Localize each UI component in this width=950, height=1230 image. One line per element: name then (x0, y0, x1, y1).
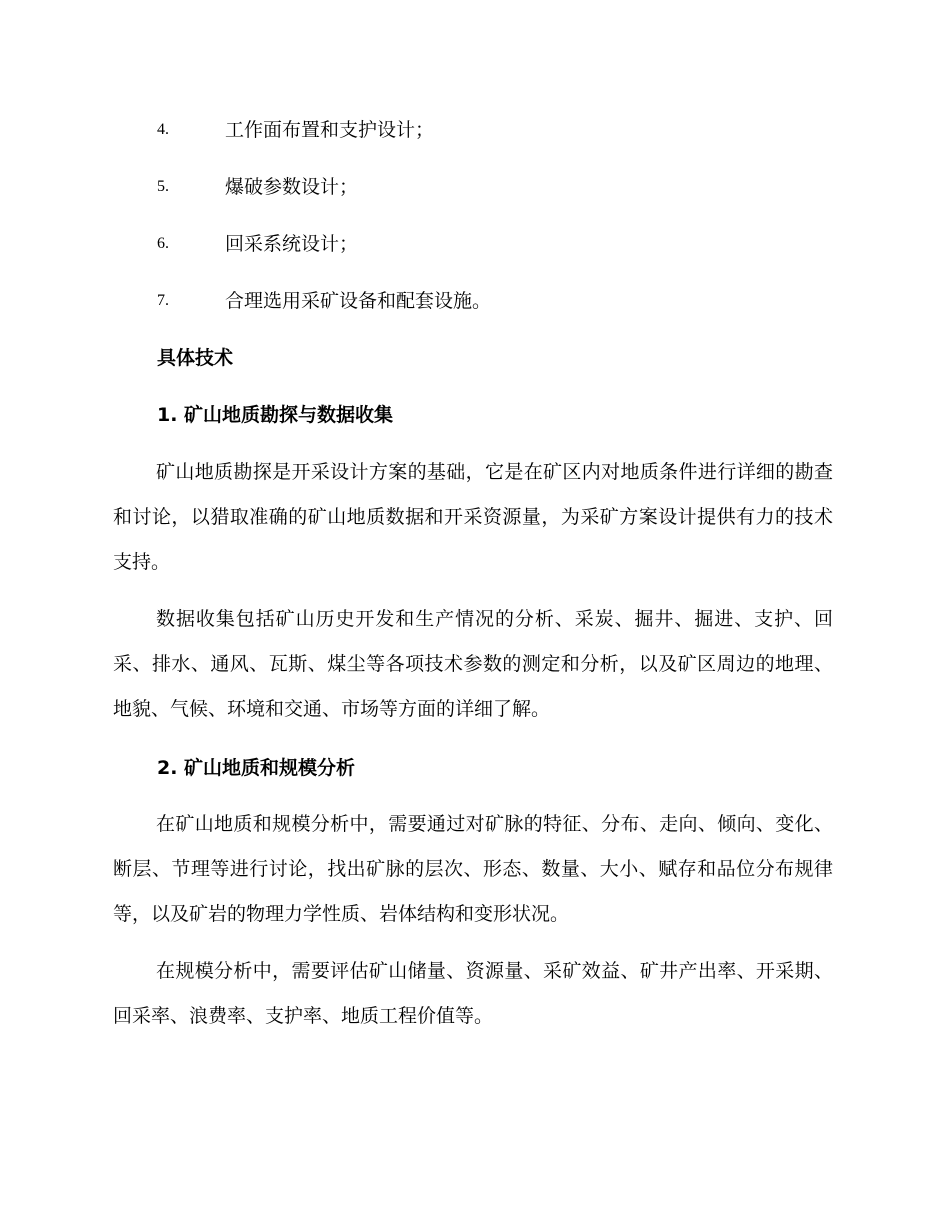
list-item-text: 合理选用采矿设备和配套设施。 (225, 290, 492, 312)
list-item-number: 4. (157, 121, 169, 138)
list-item-text: 回采系统设计； (225, 233, 359, 255)
section-title: 具体技术 (157, 347, 234, 369)
subsection-title-2: 2. 矿山地质和规模分析 (157, 757, 356, 779)
paragraph: 矿山地质勘探是开采设计方案的基础，它是在矿区内对地质条件进行详细的勘查和讨论，以猎取准确的矿山地质数据和开采资源量，为采矿方案设计提供有力的技术支持。 (113, 461, 833, 573)
list-item (0, 173, 950, 203)
paragraph: 在矿山地质和规模分析中，需要通过对矿脉的特征、分布、走向、倾向、变化、断层、节理等进行讨论，找出矿脉的层次、形态、数量、大小、赋存和品位分布规律等，以及矿岩的物理力学性质、岩体结构和变形状况。 (113, 813, 833, 925)
subsection-title-1: 1. 矿山地质勘探与数据收集 (157, 404, 394, 426)
list-item (0, 116, 950, 146)
list-item-number: 5. (157, 178, 169, 195)
list-item-number: 6. (157, 235, 169, 252)
list-item-number: 7. (157, 292, 169, 309)
paragraph: 在规模分析中，需要评估矿山储量、资源量、采矿效益、矿井产出率、开采期、回采率、浪费率、支护率、地质工程价值等。 (113, 960, 833, 1027)
paragraph: 数据收集包括矿山历史开发和生产情况的分析、采炭、掘井、掘进、支护、回采、排水、通风、瓦斯、煤尘等各项技术参数的测定和分析，以及矿区周边的地理、地貌、气候、环境和交通、市场等方面的详细了解。 (113, 608, 833, 720)
list-item-text: 爆破参数设计； (225, 176, 359, 198)
list-item-text: 工作面布置和支护设计； (225, 119, 435, 141)
list-item (0, 230, 950, 260)
list-item (0, 287, 950, 317)
